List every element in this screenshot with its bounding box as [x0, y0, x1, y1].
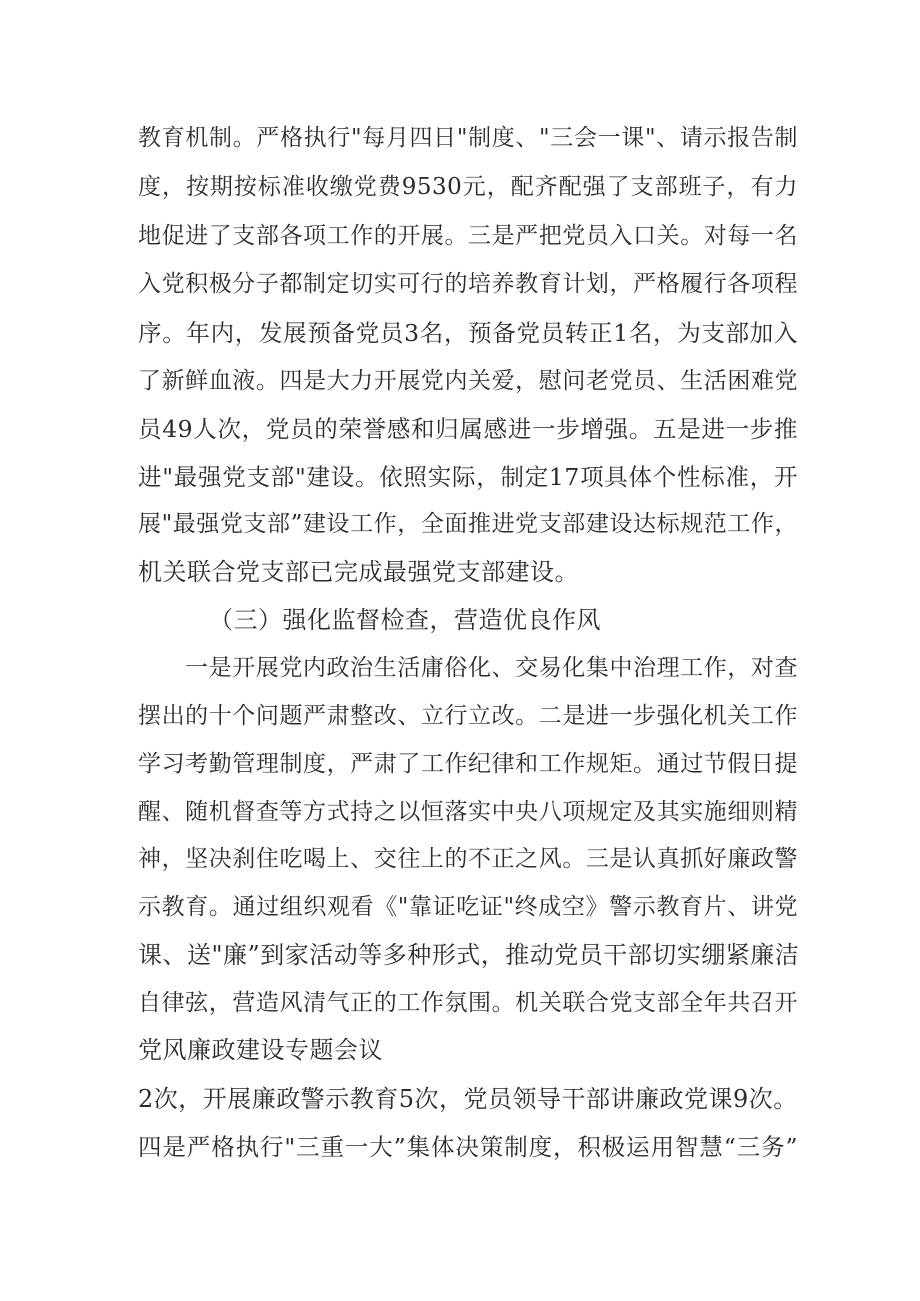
paragraph-line: 四是严格执行"三重一大”集体决策制度，积极运用智慧“三务” [138, 1133, 798, 1161]
paragraph-line: 自律弦，营造风清气正的工作氛围。机关联合党支部全年共召开 [138, 990, 798, 1016]
paragraph-line: 神，坚决刹住吃喝上、交往上的不正之风。三是认真抓好廉政警 [138, 846, 798, 872]
paragraph-line: 教育机制。严格执行"每月四日"制度、"三会一课"、请示报告制 [138, 125, 798, 151]
paragraph-line: 摆出的十个问题严肃整改、立行立改。二是进一步强化机关工作 [138, 703, 798, 729]
paragraph-line: 入党积极分子都制定切实可行的培养教育计划，严格履行各项程 [138, 271, 798, 297]
paragraph-line: 序。年内，发展预备党员3名，预备党员转正1名，为支部加入 [138, 319, 798, 347]
paragraph-line: 党风廉政建设专题会议 [138, 1036, 383, 1064]
paragraph-line: 醒、随机督查等方式持之以恒落实中央八项规定及其实施细则精 [138, 799, 798, 825]
section-heading: （三）强化监督检查，营造优良作风 [209, 606, 601, 634]
paragraph-line: 机关联合党支部已完成最强党支部建设。 [138, 558, 579, 586]
paragraph-line: 示教育。通过组织观看《"靠证吃证"终成空》警示教育片、讲党 [138, 894, 798, 920]
paragraph-line: 地促进了支部各项工作的开展。三是严把党员入口关。对每一名 [138, 223, 798, 249]
paragraph-line: 课、送"廉”到家活动等多种形式，推动党员干部切实绷紧廉洁 [138, 941, 800, 969]
paragraph-line: 员49人次，党员的荣誉感和归属感进一步增强。五是进一步推 [138, 415, 798, 443]
paragraph-line: 展"最强党支部”建设工作，全面推进党支部建设达标规范工作， [138, 511, 798, 537]
paragraph-line: 一是开展党内政治生活庸俗化、交易化集中治理工作，对查 [185, 655, 798, 681]
paragraph-line: 进"最强党支部"建设。依照实际，制定17项具体个性标准，开 [138, 463, 798, 491]
paragraph-line: 2次，开展廉政警示教育5次，党员领导干部讲廉政党课9次。 [138, 1085, 798, 1113]
paragraph-line: 度，按期按标准收缴党费9530元，配齐配强了支部班子，有力 [138, 174, 798, 200]
paragraph-line: 了新鲜血液。四是大力开展党内关爱，慰问老党员、生活困难党 [138, 368, 798, 394]
paragraph-line: 学习考勤管理制度，严肃了工作纪律和工作规矩。通过节假日提 [138, 751, 798, 777]
